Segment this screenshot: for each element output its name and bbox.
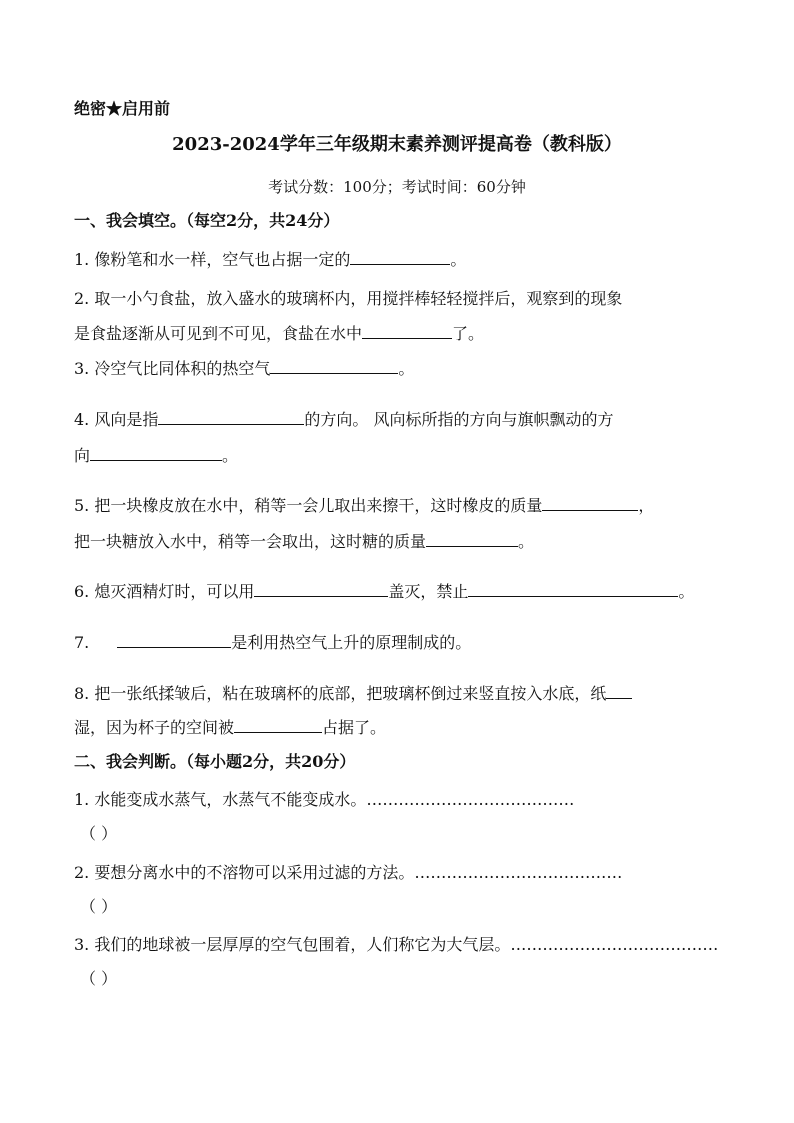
answer-parens: （ ）: [80, 969, 118, 988]
answer-blank: [234, 716, 322, 733]
question-3-text: 3. 冷空气比同体积的热空气: [74, 359, 271, 378]
question-4-text: 4. 风向是指: [74, 410, 159, 429]
answer-parens: （ ）: [80, 897, 118, 916]
question-8-text: 8. 把一张纸揉皱后，粘在玻璃杯的底部，把玻璃杯倒过来竖直按入水底，纸: [74, 684, 607, 703]
answer-blank: [426, 530, 518, 547]
answer-blank: [542, 494, 638, 511]
question-8-line-1: [74, 682, 632, 705]
question-1: [74, 248, 466, 271]
question-2-text: 是食盐逐渐从可见到不可见，食盐在水中: [74, 324, 363, 343]
question-7-number: 7.: [74, 633, 90, 652]
answer-blank: [90, 444, 222, 461]
dot-leader: …………………………………: [414, 863, 623, 882]
question-5-comma: ，: [638, 496, 655, 515]
judge-question-1-text: 1. 水能变成水蒸气，水蒸气不能变成水。: [74, 790, 367, 809]
judge-question-3-text: 3. 我们的地球被一层厚厚的空气包围着，人们称它为大气层。: [74, 935, 511, 954]
question-6-text-2: 盖灭，禁止: [388, 582, 469, 601]
question-4-line-2: [74, 444, 238, 467]
question-6: [74, 580, 694, 603]
answer-blank: [117, 631, 231, 648]
question-2-line-2: [74, 322, 484, 345]
question-2-line-1: 2. 取一小勺食盐，放入盛水的玻璃杯内，用搅拌棒轻轻搅拌后，观察到的现象: [74, 289, 623, 308]
question-8-text-2: 湿，因为杯子的空间被: [74, 718, 235, 737]
question-4-end: 。: [222, 446, 239, 465]
question-1-end: 。: [450, 250, 467, 269]
exam-title: 2023-2024学年三年级期末素养测评提高卷（教科版）: [172, 134, 622, 155]
answer-blank: [606, 682, 632, 699]
confidential-label: 绝密★启用前: [74, 99, 171, 118]
section-1-heading: 一、我会填空。（每空2分，共24分）: [74, 211, 340, 230]
judge-question-2: [74, 862, 622, 884]
question-5-line-1: [74, 494, 654, 517]
question-7: [74, 631, 471, 654]
dot-leader: …………………………………: [366, 790, 575, 809]
question-3: [74, 357, 414, 380]
question-4-text-3: 向: [74, 446, 91, 465]
question-8-line-2: [74, 716, 386, 739]
question-4-text-2: 的方向。 风向标所指的方向与旗帜飘动的方: [304, 410, 614, 429]
answer-blank: [350, 248, 450, 265]
judge-question-3: [74, 934, 719, 956]
question-6-end: 。: [678, 582, 695, 601]
answer-blank: [468, 580, 678, 597]
exam-info: 考试分数：100分；考试时间：60分钟: [268, 178, 526, 196]
question-5-end: 。: [518, 532, 535, 551]
question-3-end: 。: [398, 359, 415, 378]
answer-blank: [362, 322, 452, 339]
answer-blank: [254, 580, 388, 597]
question-8-end: 占据了。: [322, 718, 387, 737]
question-5-line-2: [74, 530, 534, 553]
question-2-end: 了。: [452, 324, 485, 343]
answer-blank: [270, 357, 398, 374]
question-1-text: 1. 像粉笔和水一样，空气也占据一定的: [74, 250, 351, 269]
dot-leader: …………………………………: [510, 935, 719, 954]
judge-question-2-text: 2. 要想分离水中的不溶物可以采用过滤的方法。: [74, 863, 415, 882]
judge-question-1: [74, 789, 574, 811]
answer-parens: （ ）: [80, 824, 118, 843]
question-5-text-2: 把一块糖放入水中，稍等一会取出，这时糖的质量: [74, 532, 427, 551]
section-2-heading: 二、我会判断。（每小题2分，共20分）: [74, 752, 356, 771]
question-6-text: 6. 熄灭酒精灯时，可以用: [74, 582, 255, 601]
question-7-text: 是利用热空气上升的原理制成的。: [231, 633, 472, 652]
answer-blank: [158, 408, 304, 425]
question-5-text: 5. 把一块橡皮放在水中，稍等一会儿取出来擦干，这时橡皮的质量: [74, 496, 543, 515]
question-4-line-1: [74, 408, 613, 431]
